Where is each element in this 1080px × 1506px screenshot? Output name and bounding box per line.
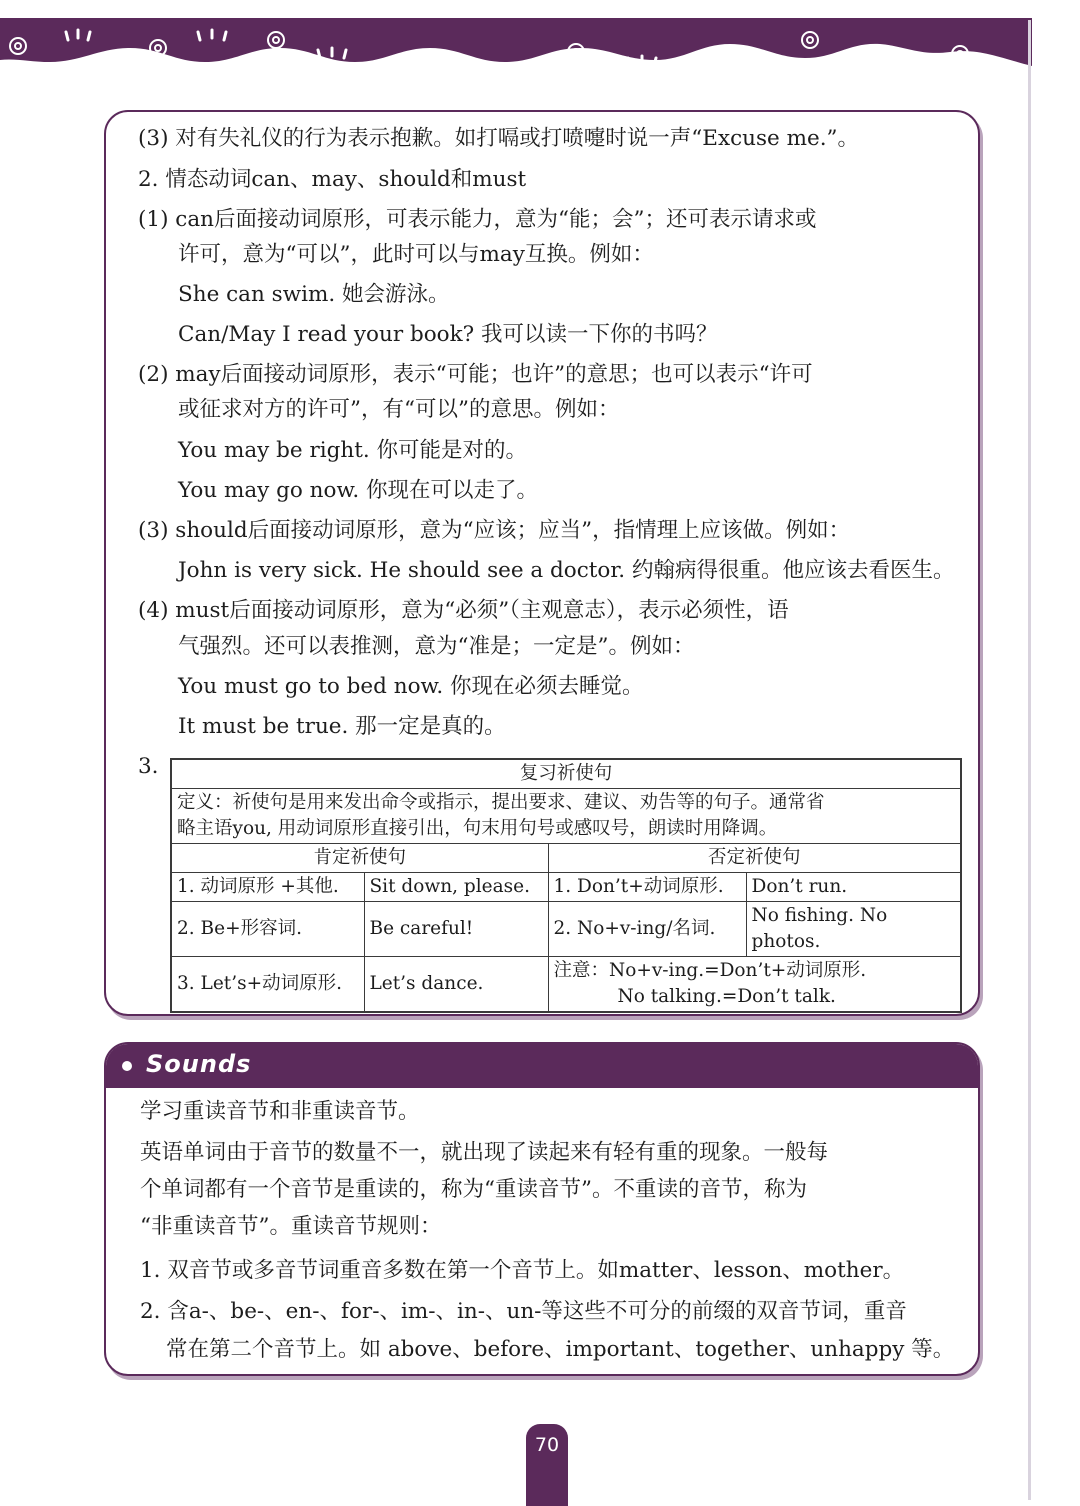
example-line: Can/May I read your book? 我可以读一下你的书吗？ xyxy=(178,322,718,347)
table-cell: Let’s dance. xyxy=(364,957,548,1013)
table-definition xyxy=(171,789,961,844)
definition-line: 略主语you, 用动词原形直接引出，句末用句号或感叹号，朗读时用降调。 xyxy=(177,818,778,839)
header-decoration xyxy=(0,18,1032,78)
table-row xyxy=(171,759,961,789)
text-line: (4) must后面接动词原形，意为“必须”（主观意志），表示必须性，语 xyxy=(138,598,789,623)
table-row xyxy=(171,957,961,1013)
text-line: 1. 双音节或多音节词重音多数在第一个音节上。如matter、lesson、mother。 xyxy=(140,1258,905,1283)
table-cell: Be careful! xyxy=(364,902,548,957)
bullet-icon xyxy=(122,1061,132,1071)
section-heading: 2. 情态动词can、may、should和must xyxy=(138,167,527,192)
imperative-table xyxy=(170,758,962,1013)
text-line: 2. 含a-、be-、en-、for-、im-、in-、un-等这些不可分的前缀的双音节词，重音 xyxy=(140,1299,907,1324)
note-line: 注意：No+v-ing.=Don’t+动词原形. xyxy=(553,960,867,981)
table-cell: 1. Don’t+动词原形. xyxy=(548,873,746,902)
text-line: 英语单词由于音节的数量不一，就出现了读起来有轻有重的现象。一般每 xyxy=(140,1140,829,1165)
example-line: You may go now. 你现在可以走了。 xyxy=(178,478,538,503)
text-line: (1) can后面接动词原形，可表示能力，意为“能；会”；还可表示请求或 xyxy=(138,207,817,232)
definition-line: 定义：祈使句是用来发出命令或指示，提出要求、建议、劝告等的句子。通常省 xyxy=(177,792,825,813)
example-line: You may be right. 你可能是对的。 xyxy=(178,438,528,463)
table-cell: No fishing. No photos. xyxy=(746,902,961,957)
table-row xyxy=(171,873,961,902)
table-row xyxy=(171,789,961,844)
table-cell: 2. Be+形容词. xyxy=(171,902,364,957)
item-number: 3. xyxy=(138,754,159,779)
text-line: 常在第二个音节上。如 above、before、important、together、unhappy 等。 xyxy=(166,1337,955,1362)
table-cell: Sit down, please. xyxy=(364,873,548,902)
sounds-title: Sounds xyxy=(146,1050,252,1078)
sounds-header xyxy=(106,1044,978,1088)
text-line: 气强烈。还可以表推测，意为“准是；一定是”。例如： xyxy=(178,634,695,659)
table-cell: 3. Let’s+动词原形. xyxy=(171,957,364,1013)
page-edge xyxy=(1028,20,1031,1500)
text-line: 学习重读音节和非重读音节。 xyxy=(140,1099,420,1124)
page-number: 70 xyxy=(534,1434,560,1456)
table-title: 复习祈使句 xyxy=(171,759,961,789)
text-line: (3) should后面接动词原形，意为“应该；应当”，指情理上应该做。例如： xyxy=(138,518,851,543)
table-row xyxy=(171,844,961,873)
text-line: (2) may后面接动词原形，表示“可能；也许”的意思；也可以表示“许可 xyxy=(138,362,813,387)
example-line: She can swim. 她会游泳。 xyxy=(178,282,450,307)
table-cell: Don’t run. xyxy=(746,873,961,902)
example-line: It must be true. 那一定是真的。 xyxy=(178,714,506,739)
positive-header: 肯定祈使句 xyxy=(171,844,548,873)
text-line: (3) 对有失礼仪的行为表示抱歉。如打嗝或打喷嚏时说一声“Excuse me.”。 xyxy=(138,126,860,151)
table-cell: 1. 动词原形 +其他. xyxy=(171,873,364,902)
text-line: 或征求对方的许可”，有“可以”的意思。例如： xyxy=(178,397,620,422)
negative-header: 否定祈使句 xyxy=(548,844,961,873)
text-line: “非重读音节”。重读音节规则： xyxy=(140,1214,442,1239)
table-cell: 2. No+v-ing/名词. xyxy=(548,902,746,957)
example-line: John is very sick. He should see a doctor. 约翰病得很重。他应该去看医生。 xyxy=(178,558,955,583)
text-line: 个单词都有一个音节是重读的，称为“重读音节”。不重读的音节，称为 xyxy=(140,1177,807,1202)
table-note xyxy=(548,957,961,1013)
text-line: 许可，意为“可以”，此时可以与may互换。例如： xyxy=(178,242,654,267)
example-line: You must go to bed now. 你现在必须去睡觉。 xyxy=(178,674,644,699)
table-row xyxy=(171,902,961,957)
note-line: No talking.=Don’t talk. xyxy=(617,986,836,1007)
